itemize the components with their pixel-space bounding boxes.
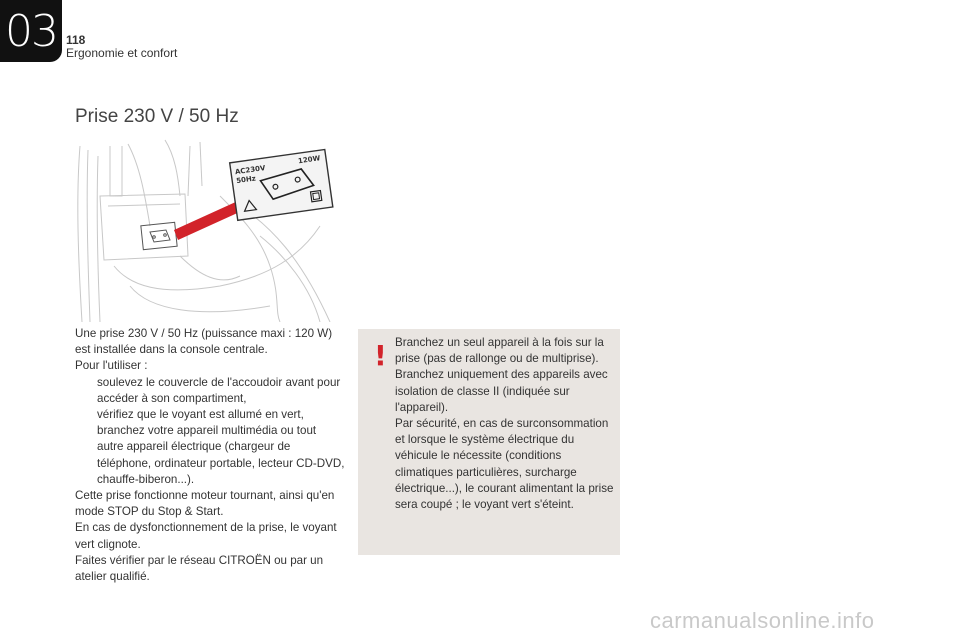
svg-text:120W: 120W	[297, 154, 321, 166]
intro-text	[75, 326, 345, 585]
warning-paragraph: Branchez uniquement des appareils avec isolation de classe II (indiquée sur l'appareil).	[395, 368, 608, 414]
svg-text:AC230V: AC230V	[234, 164, 266, 177]
warning-paragraph: Par sécurité, en cas de surconsommation et lorsque le système électrique du véhicule le nécessite (conditions climatiques particulières, surcharge électrique...), le courant alimentant la prise sera coupé ; le voyant vert s'éteint.	[395, 417, 614, 512]
list-item-text: branchez votre appareil multimédia ou tout autre appareil électrique (chargeur de téléphone, ordinateur portable, lecteur CD-DVD, chauffe-biberon...).	[97, 424, 345, 486]
warning-icon: !	[374, 339, 387, 372]
watermark: carmanualsonline.info	[650, 608, 875, 633]
intro-paragraph: En cas de dysfonctionnement de la prise, le voyant vert clignote.	[75, 521, 337, 551]
svg-text:50Hz: 50Hz	[235, 174, 257, 186]
intro-paragraph: Faites vérifier par le réseau CITROËN ou par un atelier qualifié.	[75, 553, 324, 584]
warning-paragraph: Branchez un seul appareil à la fois sur la prise (pas de rallonge ou de multiprise).	[395, 336, 604, 366]
list-item-text: soulevez le couvercle de l'accoudoir avant pour accéder à son compartiment,	[97, 375, 341, 405]
section-name: Ergonomie et confort	[66, 46, 178, 60]
warning-text	[395, 335, 615, 513]
chapter-tab: 03	[0, 0, 62, 62]
page-number: 118	[66, 33, 86, 47]
intro-paragraph: Cette prise fonctionne moteur tournant, ainsi qu'en mode STOP du Stop & Start.	[75, 489, 335, 519]
list-item	[75, 375, 345, 407]
warning-box	[358, 329, 620, 555]
intro-paragraph: Une prise 230 V / 50 Hz (puissance maxi : 120 W) est installée dans la console centrale.	[75, 327, 333, 357]
console-socket-illustration	[70, 136, 350, 322]
list-item	[75, 407, 345, 423]
page-title: Prise 230 V / 50 Hz	[75, 106, 239, 127]
list-item	[75, 423, 345, 488]
intro-paragraph: Pour l'utiliser :	[75, 359, 148, 373]
list-item-text: vérifiez que le voyant est allumé en vert,	[97, 408, 304, 422]
